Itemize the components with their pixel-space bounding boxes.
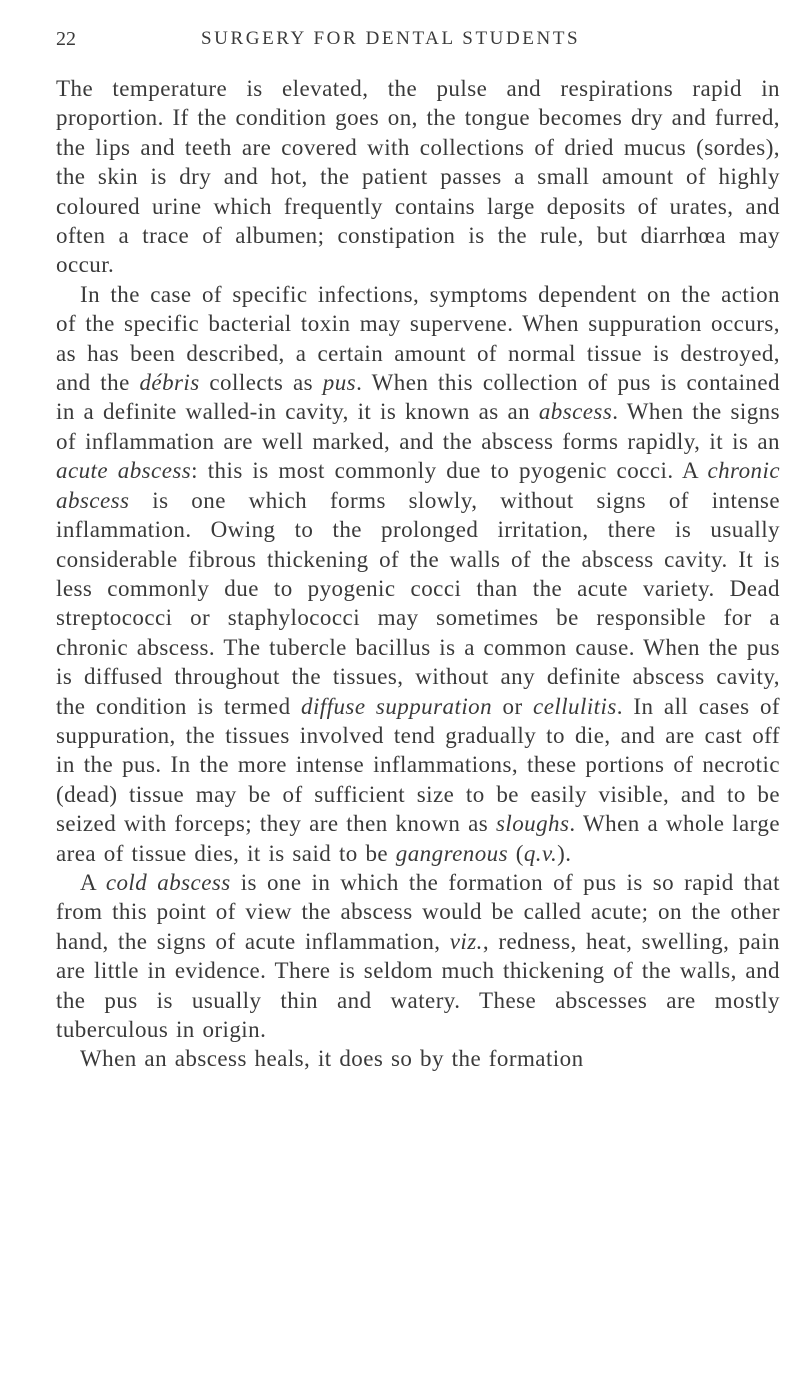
paragraph	[56, 74, 780, 280]
text-run: . In all cases of suppuration, the tissues involved tend gradually to die, and are cast off in the pus. In the more intense inflammations, these portions of necrotic (dead) tissue may be of sufficient size to be easily visible, and to be seized with forceps; they are then known as	[56, 693, 781, 837]
page-number: 22	[56, 28, 76, 50]
text-run: (	[508, 840, 524, 866]
italic-term: sloughs	[495, 811, 570, 837]
italic-term: cold abscess	[105, 869, 231, 895]
text-run: In the case of specific infections, symptoms dependent on the action of the specific bacterial toxin may supervene. When suppuration occurs, as has been described, a certain amount of normal tissue is destroyed, and the	[56, 281, 780, 396]
italic-term: pus	[322, 370, 357, 396]
italic-term: abscess	[538, 399, 613, 425]
italic-term: acute abscess	[56, 458, 192, 484]
text-run: collects as	[199, 370, 323, 396]
text-run: . When this collection of pus is contained in a definite walled-in cavity, it is known as an	[56, 370, 780, 425]
text-run: The temperature is elevated, the pulse and respirations rapid in proportion. If the condition goes on, the tongue becomes dry and furred, the lips and teeth are covered with collections of dried mucus (sordes), the skin is dry and hot, the patient passes a small amount of highly coloured urine which frequently contains large deposits of urates, and often a trace of albumen; constipation is the rule, but diarrhœa may occur.	[56, 76, 780, 278]
running-head	[56, 28, 780, 74]
italic-term: q.v.	[523, 840, 558, 866]
text-run: A	[80, 869, 106, 895]
paragraph	[56, 1044, 780, 1073]
text-run: is one in which the formation of pus is so rapid that from this point of view the abscess would be called acute; on the other hand, the signs of acute inflammation,	[56, 869, 780, 954]
italic-term: gangrenous	[395, 840, 509, 866]
book-page	[56, 0, 780, 1074]
text-run: . When the signs of inflammation are well marked, and the abscess forms rapidly, it is an	[56, 399, 780, 454]
text-run: or	[492, 693, 534, 719]
italic-term: chronic abscess	[56, 458, 780, 513]
italic-term: diffuse suppuration	[301, 693, 493, 719]
text-run: . When a whole large area of tissue dies, it is said to be	[56, 811, 780, 866]
text-run: , redness, heat, swelling, pain are little in evidence. There is seldom much thickening of the walls, and the pus is usually thin and watery. These abscesses are mostly tuberculous in origin.	[56, 928, 780, 1042]
text-run: When an abscess heals, it does so by the formation	[80, 1046, 584, 1072]
body-text	[56, 74, 780, 1074]
paragraph	[56, 280, 780, 868]
italic-term: viz.	[449, 928, 483, 954]
running-title: SURGERY FOR DENTAL STUDENTS	[201, 28, 581, 49]
text-run: is one which forms slowly, without signs of intense inflammation. Owing to the prolonged irritation, there is usually considerable fibrous thickening of the walls of the abscess cavity. It is less commonly due to pyogenic cocci than the acute variety. Dead streptococci or staphylococci may sometimes be responsible for a chronic abscess. The tubercle bacillus is a common cause. When the pus is diffused throughout the tissues, without any definite abscess cavity, the condition is termed	[56, 487, 780, 719]
text-run: ).	[557, 840, 572, 866]
italic-term: cellulitis	[533, 693, 617, 719]
text-run: : this is most commonly due to pyogenic cocci. A	[191, 458, 708, 484]
paragraph	[56, 868, 780, 1044]
italic-term: débris	[139, 370, 200, 396]
